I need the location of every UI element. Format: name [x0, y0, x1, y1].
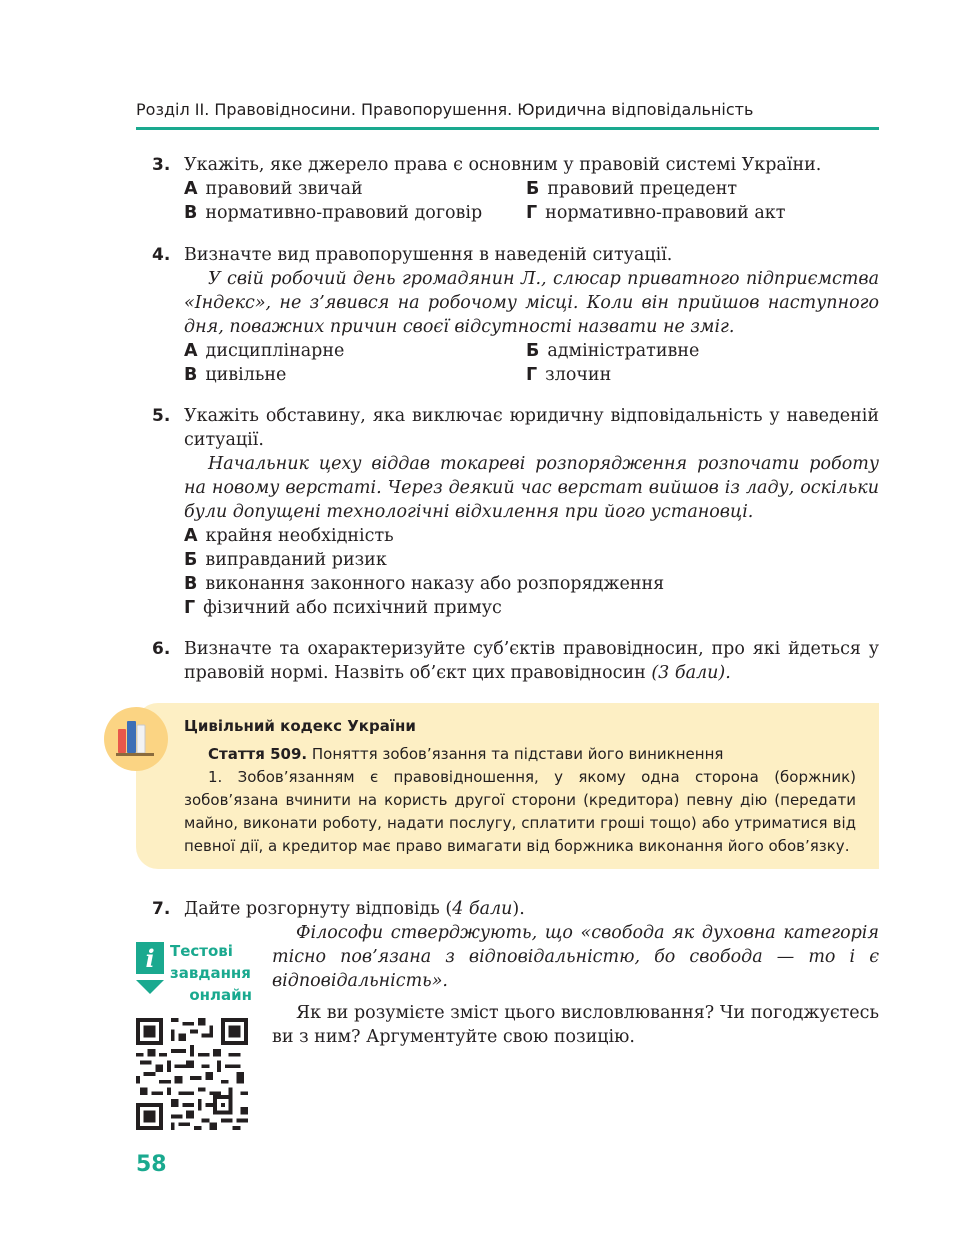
task-4: [152, 243, 879, 387]
task-number: 7.: [152, 899, 171, 919]
task-number: 4.: [152, 245, 171, 265]
task-number: 5.: [152, 406, 171, 426]
task-question: Укажіть, яке джерело права є основним у правовій системі України.: [184, 155, 822, 175]
option-v[interactable]: В виконання законного наказу або розпорядження: [184, 574, 665, 594]
option-v[interactable]: В нормативно-правовий договір: [184, 203, 483, 223]
article-text: 1. Зобов’язанням є правовідношення, у якому одна сторона (боржник) зобов’язана вчинити на користь другої сторони (кредитора) певну дію (передати майно, виконати роботу, надати послугу, сплатити гроші тощо) або утриматися від певної дії, а кредитор має право вимагати від боржника виконання його обов’язку.: [184, 768, 856, 855]
task-7-body: [272, 921, 879, 1049]
codex-title: Цивільний кодекс України: [184, 717, 416, 735]
task-points: 4 бали: [452, 899, 513, 919]
task-question: Визначте та охарактеризуйте суб’єктів правовідносин, про які йдеться у правовій нормі. Назвіть об’єкт цих правовідносин (3 бали).: [184, 639, 879, 683]
option-b[interactable]: Б адміністративне: [526, 341, 700, 361]
task-number: 3.: [152, 155, 171, 175]
option-g[interactable]: Г нормативно-правовий акт: [526, 203, 786, 223]
books-icon: [104, 707, 168, 771]
task-number: 6.: [152, 639, 171, 659]
task-situation: Начальник цеху віддав токареві розпорядження розпочати роботу на новому верстаті. Через деякий час верстат вийшов із ладу, оскільки були допущені технологічні відхилення при його установці.: [184, 454, 879, 522]
task-points: (3 бали).: [651, 663, 731, 683]
task-prompt: Як ви розумієте зміст цього висловлювання? Чи погоджуєтесь ви з ним? Аргументуйте свою позицію.: [272, 1003, 879, 1047]
task-question: Дайте розгорнуту відповідь (4 бали).: [184, 899, 525, 919]
task-7: [152, 897, 879, 921]
option-g[interactable]: Г фізичний або психічний примус: [184, 598, 502, 618]
article-heading: Стаття 509. Поняття зобов’язання та підстави його виникнення: [208, 745, 724, 763]
option-a[interactable]: А крайня необхідність: [184, 526, 394, 546]
task-5: [152, 404, 879, 620]
option-a[interactable]: А правовий звичай: [184, 179, 363, 199]
option-g[interactable]: Г злочин: [526, 365, 612, 385]
info-icon: [136, 940, 170, 1000]
task-quote: Філософи стверджують, що «свобода як духовна категорія тісно пов’язана з відповідальністю, бо свобода — то і є відповідальність».: [272, 923, 879, 991]
qr-code[interactable]: [136, 1018, 248, 1130]
page-number: 58: [136, 1152, 167, 1177]
task-3: [152, 153, 879, 225]
codex-box: [136, 703, 879, 869]
running-header: Розділ II. Правовідносини. Правопорушення. Юридична відповідальність: [136, 100, 754, 119]
task-question: Укажіть обставину, яка виключає юридичну відповідальність у наведеній ситуації.: [184, 406, 879, 450]
task-question: Визначте вид правопорушення в наведеній ситуації.: [184, 245, 673, 265]
task-situation: У свій робочий день громадянин Л., слюсар приватного підприємства «Індекс», не з’явився на робочому місці. Коли він прийшов наступного дня, поважних причин своєї відсутності назвати не зміг.: [184, 269, 879, 337]
option-v[interactable]: В цивільне: [184, 365, 287, 385]
task-6: [152, 637, 879, 685]
option-a[interactable]: А дисциплінарне: [184, 341, 345, 361]
header-rule: [136, 127, 879, 130]
svg-text:i: i: [145, 944, 155, 973]
online-tests-label: Тестові завдання онлайн: [170, 942, 252, 1004]
option-b[interactable]: Б правовий прецедент: [526, 179, 738, 199]
option-b[interactable]: Б виправданий ризик: [184, 550, 387, 570]
